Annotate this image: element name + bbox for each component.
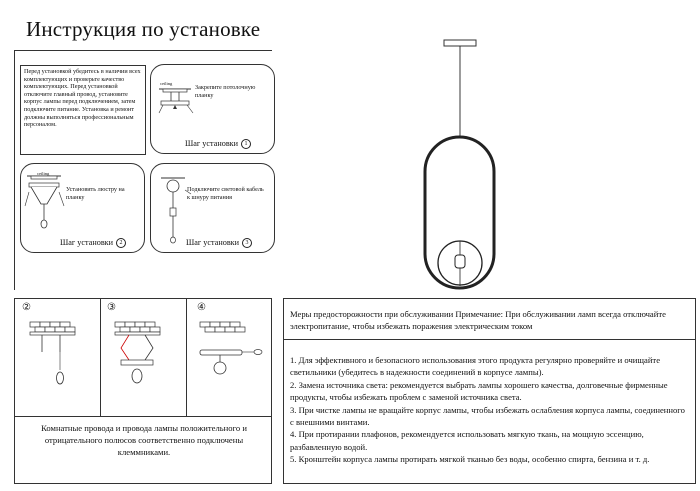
- wiring-divider-1: [100, 298, 101, 416]
- step-2-label: Установить люстру на планку: [66, 186, 125, 201]
- wiring-illustration-3: [200, 322, 270, 402]
- step-1-ceiling-tag: ceiling: [160, 81, 173, 86]
- step-1-number: 1: [241, 139, 251, 149]
- precautions-header-divider: [283, 339, 696, 340]
- step-2-number: 2: [116, 238, 126, 248]
- page-title: Инструкция по установке: [26, 17, 261, 41]
- precaution-item: 4. При протирании плафонов, рекомендуется использовать мягкую ткань, на мощную эссенцию, разбавленную водой.: [290, 429, 644, 452]
- precautions-list: [290, 354, 690, 466]
- precaution-item: 3. При чистке лампы не вращайте корпус лампы, чтобы избежать ослабления корпуса лампы, соединенного с внешними винтами.: [290, 404, 685, 428]
- step-2-ceiling-tag: ceiling: [37, 171, 50, 176]
- wiring-divider-2: [186, 298, 187, 416]
- precaution-item: 5. Кронштейн корпуса лампы протирать мягкой тканью без воды, особенно спирта, бензина и т. д.: [290, 454, 650, 465]
- wiring-number-4: ④: [197, 302, 206, 313]
- step-2-caption-text: Шаг установки: [60, 238, 114, 247]
- step-3-caption-text: Шаг установки: [186, 238, 240, 247]
- precaution-item: 1. Для эффективного и безопасного использования этого продукта регулярно проверяйте и очищайте светильники (убедитесь в надежности соединений в корпусе лампы).: [290, 355, 661, 378]
- step-1-label: Закрепите потолочную планку: [195, 84, 256, 99]
- wiring-caption: Комнатные провода и провода лампы положительного и отрицательного полюсов соответственно подключены клеммниками.: [41, 423, 247, 457]
- precautions-header: Меры предосторожности при обслуживании Примечание: При обслуживании ламп всегда отключайте электропитание, чтобы избежать поражения электрическим током: [290, 309, 666, 332]
- step-3-label: Подключите световой кабель к шнуру питания: [187, 186, 264, 201]
- warning-text: Перед установкой убедитесь в наличии всех комплектующих и проверьте качество комплектующих. Перед установкой отключите главный провод, установите корпус лампы перед подключением, затем подключите питание. Установка и ремонт должны выполняться профессиональным персоналом.: [24, 68, 141, 129]
- wiring-number-2: ②: [22, 302, 31, 313]
- step-1-caption-text: Шаг установки: [185, 139, 239, 148]
- precaution-item: 2. Замена источника света: рекомендуется выбрать лампы хорошего качества, долговечные фирменные продукты, чтобы избежать проблем с заменой источника света.: [290, 379, 668, 403]
- wiring-illustration-1: [30, 322, 90, 402]
- wiring-number-3: ③: [107, 302, 116, 313]
- step-3-number: 3: [242, 238, 252, 248]
- wiring-caption-divider: [14, 416, 272, 417]
- wiring-illustration-2: [115, 322, 175, 402]
